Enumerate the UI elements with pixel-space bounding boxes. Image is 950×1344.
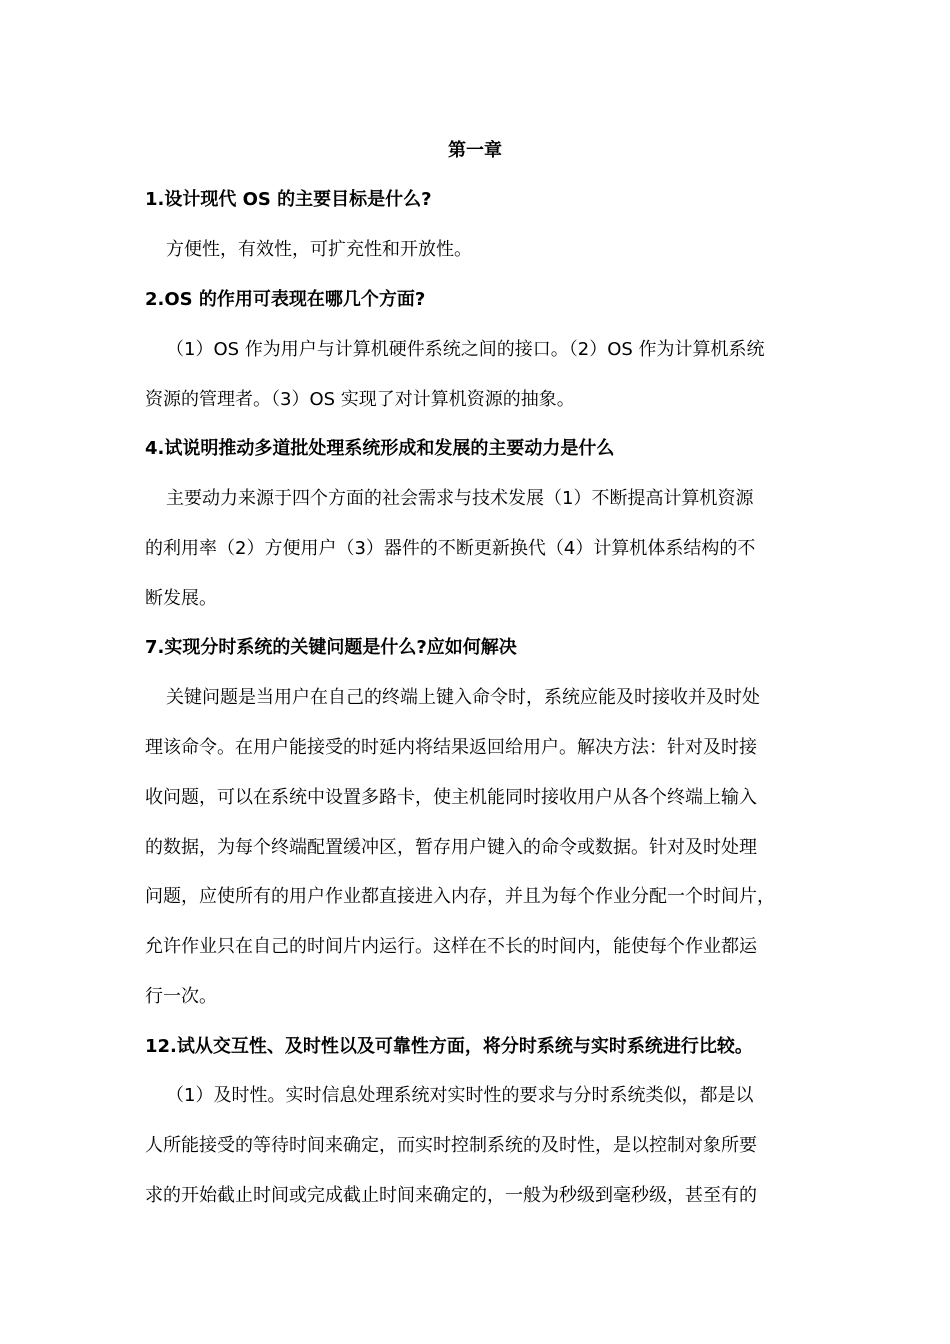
chapter-title: 第一章 (448, 140, 502, 161)
answer-line: 的利用率（2）方便用户（3）器件的不断更新换代（4）计算机体系结构的不 (145, 538, 756, 559)
answer-line: （1）OS 作为用户与计算机硬件系统之间的接口。（2）OS 作为计算机系统 (166, 339, 765, 360)
answer-line: 求的开始截止时间或完成截止时间来确定的，一般为秒级到毫秒级，甚至有的 (145, 1185, 757, 1206)
answer-line: 关键问题是当用户在自己的终端上键入命令时，系统应能及时接收并及时处 (166, 687, 760, 708)
answer-line: 主要动力来源于四个方面的社会需求与技术发展（1）不断提高计算机资源 (166, 488, 754, 509)
answer-line: 问题，应使所有的用户作业都直接进入内存，并且为每个作业分配一个时间片， (145, 886, 775, 907)
question-4: 4.试说明推动多道批处理系统形成和发展的主要动力是什么 (145, 438, 615, 459)
answer-line: 断发展。 (145, 588, 217, 609)
answer-line: 允许作业只在自己的时间片内运行。这样在不长的时间内，能使每个作业都运 (145, 936, 757, 957)
answer-line: 的数据，为每个终端配置缓冲区，暂存用户键入的命令或数据。针对及时处理 (145, 837, 757, 858)
answer-line: 资源的管理者。（3）OS 实现了对计算机资源的抽象。 (145, 389, 575, 410)
answer-line: 行一次。 (145, 986, 217, 1007)
question-2: 2.OS 的作用可表现在哪几个方面? (145, 289, 426, 310)
question-12: 12.试从交互性、及时性以及可靠性方面，将分时系统与实时系统进行比较。 (145, 1036, 753, 1057)
answer-line: 方便性，有效性，可扩充性和开放性。 (166, 239, 472, 260)
question-1: 1.设计现代 OS 的主要目标是什么? (145, 189, 432, 210)
answer-line: 理该命令。在用户能接受的时延内将结果返回给用户。解决方法：针对及时接 (145, 737, 757, 758)
answer-line: 人所能接受的等待时间来确定，而实时控制系统的及时性，是以控制对象所要 (145, 1135, 757, 1156)
question-7: 7.实现分时系统的关键问题是什么?应如何解决 (145, 637, 517, 658)
answer-line: （1）及时性。实时信息处理系统对实时性的要求与分时系统类似，都是以 (166, 1085, 754, 1106)
answer-line: 收问题，可以在系统中设置多路卡，使主机能同时接收用户从各个终端上输入 (145, 787, 757, 808)
